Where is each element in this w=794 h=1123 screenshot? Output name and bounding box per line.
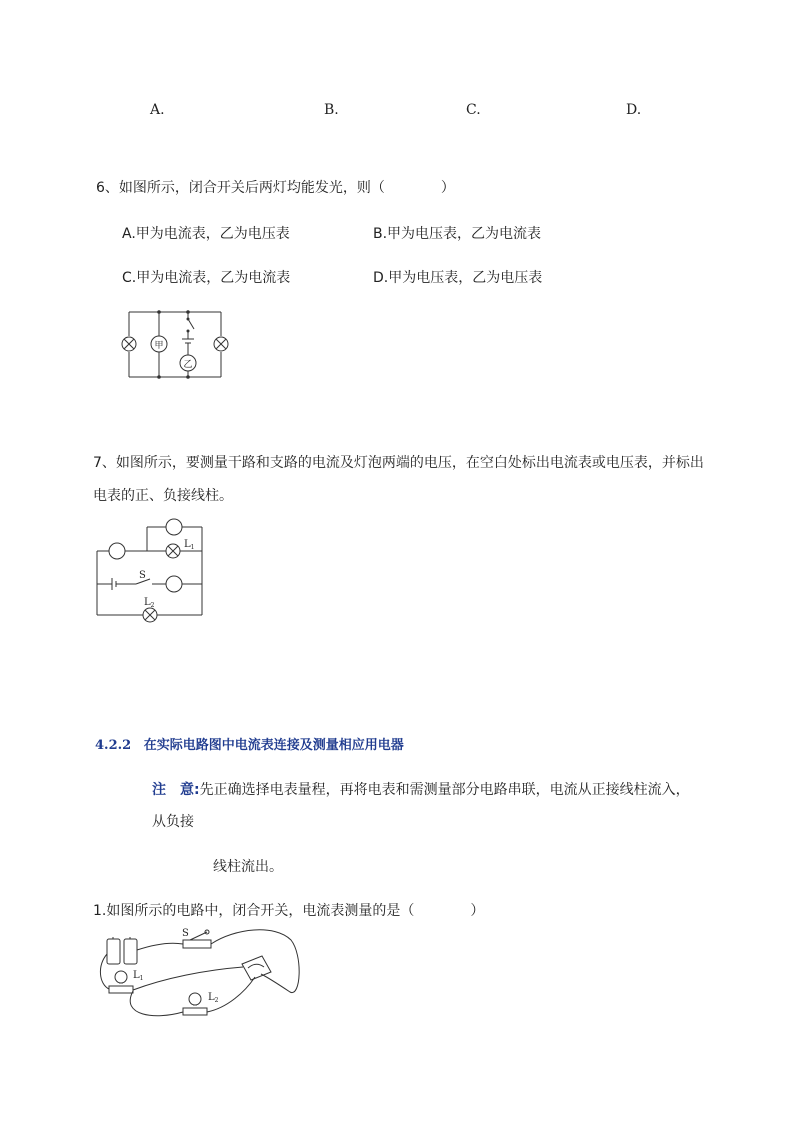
question-6-option-c: C.甲为电流表，乙为电流表 (122, 270, 291, 286)
question-6-stem: 6、如图所示，闭合开关后两灯均能发光，则（ ） (96, 180, 455, 196)
question-7-line-2: 电表的正、负接线柱。 (93, 488, 233, 504)
label-lamp-l2: L (208, 992, 215, 1003)
note-label: 注 意: (152, 782, 200, 798)
option-c: C. (466, 102, 481, 118)
problem-1-stem: 1.如图所示的电路中，闭合开关，电流表测量的是（ ） (93, 903, 485, 919)
svg-text:L2 (144, 597, 155, 609)
label-switch-s: S (182, 928, 189, 939)
svg-text:L1 (133, 970, 143, 982)
label-lamp-l1-subscript: 1 (139, 975, 144, 982)
label-l2-subscript: 2 (150, 602, 155, 609)
question-7-line-1: 7、如图所示，要测量干路和支路的电流及灯泡两端的电压，在空白处标出电流表或电压表，并标出 (93, 455, 704, 471)
label-l1-subscript: 1 (190, 544, 195, 551)
option-a: A. (150, 102, 165, 118)
question-6-option-a: A.甲为电流表，乙为电压表 (122, 226, 290, 242)
option-d: D. (626, 102, 642, 118)
question-6-circuit-diagram (115, 305, 235, 380)
label-l2: L (144, 597, 151, 608)
label-lamp-l2-subscript: 2 (214, 997, 219, 1004)
label-lamp-l1: L (133, 970, 140, 981)
label-l1: L (184, 539, 191, 550)
svg-text:L2 (208, 992, 219, 1004)
section-title: 在实际电路图中电流表连接及测量相应用电器 (143, 738, 404, 753)
svg-text:L1 (184, 539, 194, 551)
note-line-1: 先正确选择电表量程，再将电表和需测量部分电路串联，电流从正接线柱流入， (199, 782, 690, 798)
option-b: B. (324, 102, 339, 118)
meter-yi-label: 乙 (183, 360, 193, 370)
note-paragraph (152, 779, 690, 799)
question-7-circuit-diagram (92, 518, 207, 624)
note-line-2: 从负接 (152, 814, 194, 830)
section-heading (95, 734, 404, 753)
section-number: 4.2.2 (95, 738, 132, 753)
meter-jia-label: 甲 (154, 341, 164, 351)
problem-1-circuit-illustration (95, 920, 305, 1025)
label-s: S (139, 570, 146, 581)
note-line-3: 线柱流出。 (213, 859, 283, 875)
question-6-option-b: B.甲为电压表，乙为电流表 (373, 226, 542, 242)
question-6-option-d: D.甲为电压表，乙为电压表 (373, 270, 543, 286)
